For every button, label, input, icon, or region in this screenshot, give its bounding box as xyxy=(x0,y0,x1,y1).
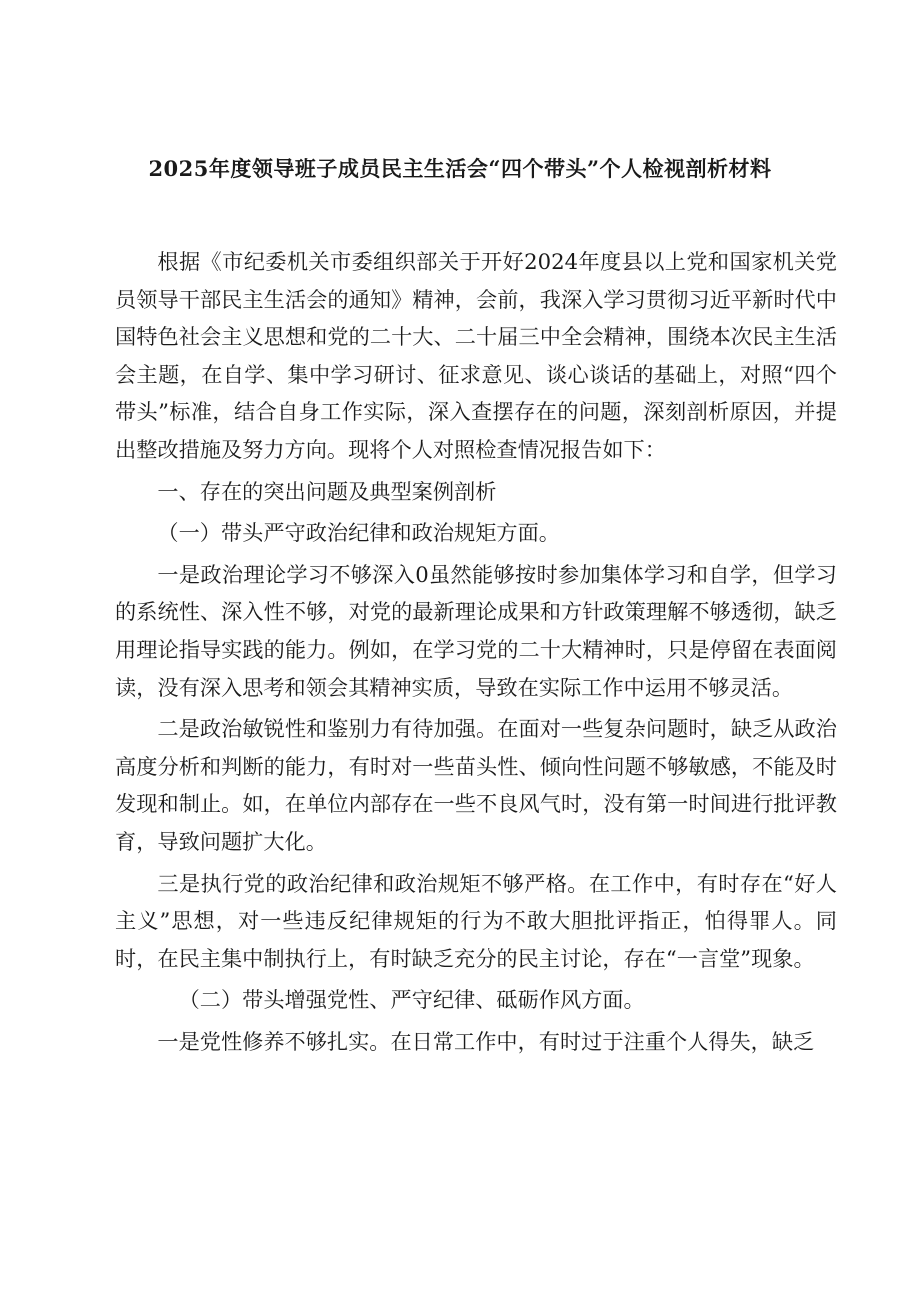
body-paragraph: 三是执行党的政治纪律和政治规矩不够严格。在工作中，有时存在“好人主义”思想，对一些违反纪律规矩的行为不敢大胆批评指正，怕得罪人。同时，在民主集中制执行上，有时缺乏充分的民主讨论，存在“一言堂”现象。 xyxy=(115,870,837,971)
subsection-heading-2: （二）带头增强党性、严守纪律、砥砺作风方面。 xyxy=(178,987,645,1013)
body-paragraph: 一是党性修养不够扎实。在日常工作中，有时过于注重个人得失，缺乏 xyxy=(157,1028,815,1054)
document-title: 2025年度领导班子成员民主生活会“四个带头”个人检视剖析材料 xyxy=(148,156,772,181)
subsection-heading-1: （一）带头严守政治纪律和政治规矩方面。 xyxy=(157,520,560,546)
body-paragraph: 二是政治敏锐性和鉴别力有待加强。在面对一些复杂问题时，缺乏从政治高度分析和判断的能力，有时对一些苗头性、倾向性问题不够敏感，不能及时发现和制止。如，在单位内部存在一些不良风气时，没有第一时间进行批评教育，导致问题扩大化。 xyxy=(115,716,837,854)
document-body xyxy=(115,243,837,1064)
intro-paragraph: 根据《市纪委机关市委组织部关于开好2024年度县以上党和国家机关党员领导干部民主生活会的通知》精神，会前，我深入学习贯彻习近平新时代中国特色社会主义思想和党的二十大、二十届三中全会精神，围绕本次民主生活会主题，在自学、集中学习研讨、征求意见、谈心谈话的基础上，对照“四个带头”标准，结合自身工作实际，深入查摆存在的问题，深刻剖析原因，并提出整改措施及努力方向。现将个人对照检查情况报告如下： xyxy=(115,249,837,462)
body-paragraph: 一是政治理论学习不够深入0虽然能够按时参加集体学习和自学，但学习的系统性、深入性不够，对党的最新理论成果和方针政策理解不够透彻，缺乏用理论指导实践的能力。例如，在学习党的二十大精神时，只是停留在表面阅读，没有深入思考和领会其精神实质，导致在实际工作中运用不够灵活。 xyxy=(115,561,837,700)
section-heading-1: 一、存在的突出问题及典型案例剖析 xyxy=(157,478,497,504)
